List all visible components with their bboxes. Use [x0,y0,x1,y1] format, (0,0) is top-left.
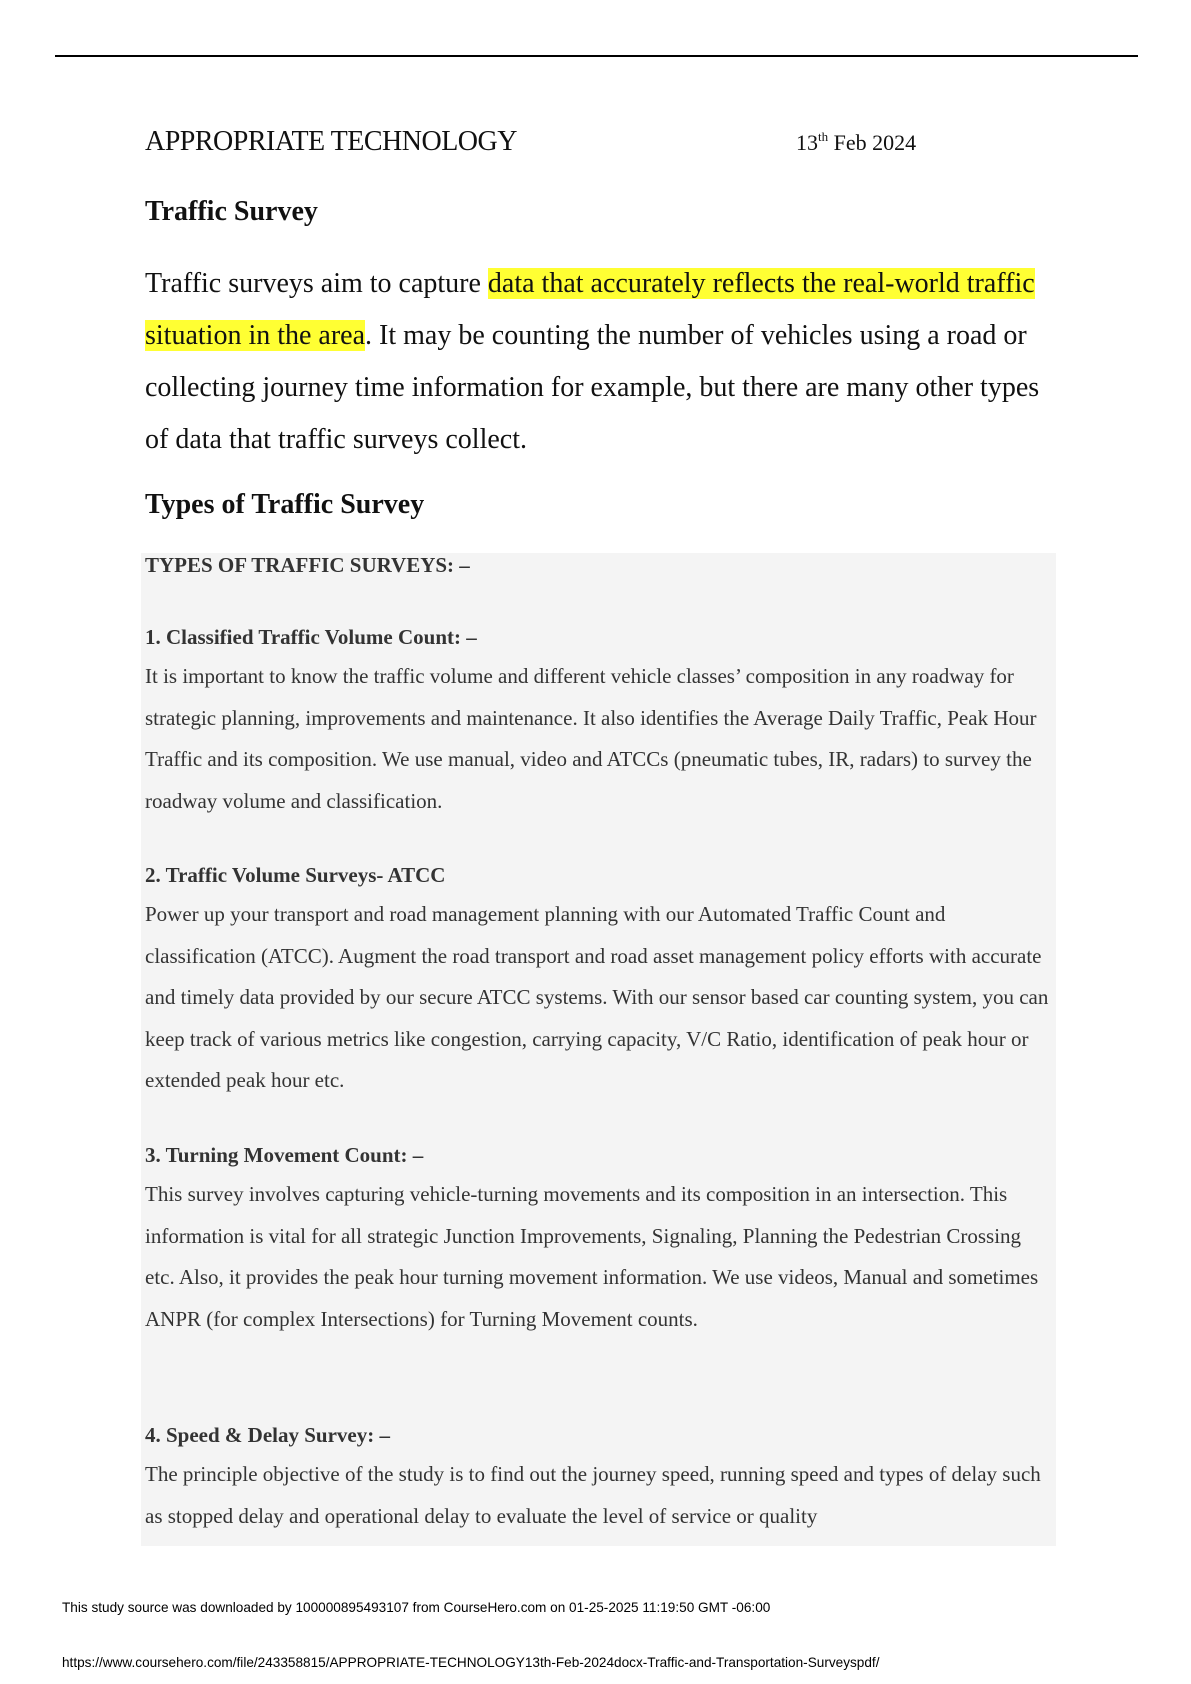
document-date [796,130,916,156]
item-4-title: 4. Speed & Delay Survey: – [145,1423,390,1447]
date-suffix: th [818,129,829,144]
traffic-survey-heading: Traffic Survey [145,196,318,227]
document-header [145,126,1045,166]
intro-paragraph [145,258,1065,466]
item-1-body: It is important to know the traffic volume and different vehicle classes’ composition in any roadway for strategic planning, improvements and maintenance. It also identifies the Average Daily Traffic, Peak Hour Traffic and its composition. We use manual, video and ATCCs (pneumatic tubes, IR, radars) to survey the roadway volume and classification. [145,664,1037,813]
item-4-body: The principle objective of the study is to find out the journey speed, running speed and types of delay such as stopped delay and operational delay to evaluate the level of service or quality [145,1462,1041,1528]
footer-url-link[interactable]: https://www.coursehero.com/file/243358815/APPROPRIATE-TECHNOLOGY13th-Feb-2024docx-Traffic-and-Transportation-Surveyspdf/ [62,1655,880,1670]
item-2-body: Power up your transport and road management planning with our Automated Traffic Count and classification (ATCC). Augment the road transport and road asset management policy efforts with accurate and timely data provided by our secure ATCC systems. With our sensor based car counting system, you can keep track of various metrics like congestion, carrying capacity, V/C Ratio, identification of peak hour or extended peak hour etc. [145,902,1049,1093]
course-title: APPROPRIATE TECHNOLOGY [145,126,517,157]
top-rule [55,55,1138,57]
types-heading: Types of Traffic Survey [145,489,425,520]
intro-text-before: Traffic surveys aim to capture [145,268,488,299]
date-rest: Feb 2024 [828,130,917,155]
item-2-title: 2. Traffic Volume Surveys- ATCC [145,863,446,887]
date-day: 13 [796,130,818,155]
intro-highlighted-text: data that accurately reflects the real-world traffic situation in the area [145,268,1035,351]
item-3-body: This survey involves capturing vehicle-turning movements and its composition in an intersection. This information is vital for all strategic Junction Improvements, Signaling, Planning the Pedestrian Crossing etc. Also, it provides the peak hour turning movement information. We use videos, Manual and sometimes ANPR (for complex Intersections) for Turning Movement counts. [145,1182,1039,1331]
item-3-title: 3. Turning Movement Count: – [145,1143,424,1167]
box-title: TYPES OF TRAFFIC SURVEYS: – [145,553,470,577]
types-box [141,553,1056,1546]
item-1-title: 1. Classified Traffic Volume Count: – [145,625,477,649]
intro-text-after: . It may be counting the number of vehicles using a road or collecting journey time information for example, but there are many other types of data that traffic surveys collect. [145,320,1040,455]
footer-source-line: This study source was downloaded by 100000895493107 from CourseHero.com on 01-25-2025 11:19:50 GMT -06:00 [62,1600,771,1615]
